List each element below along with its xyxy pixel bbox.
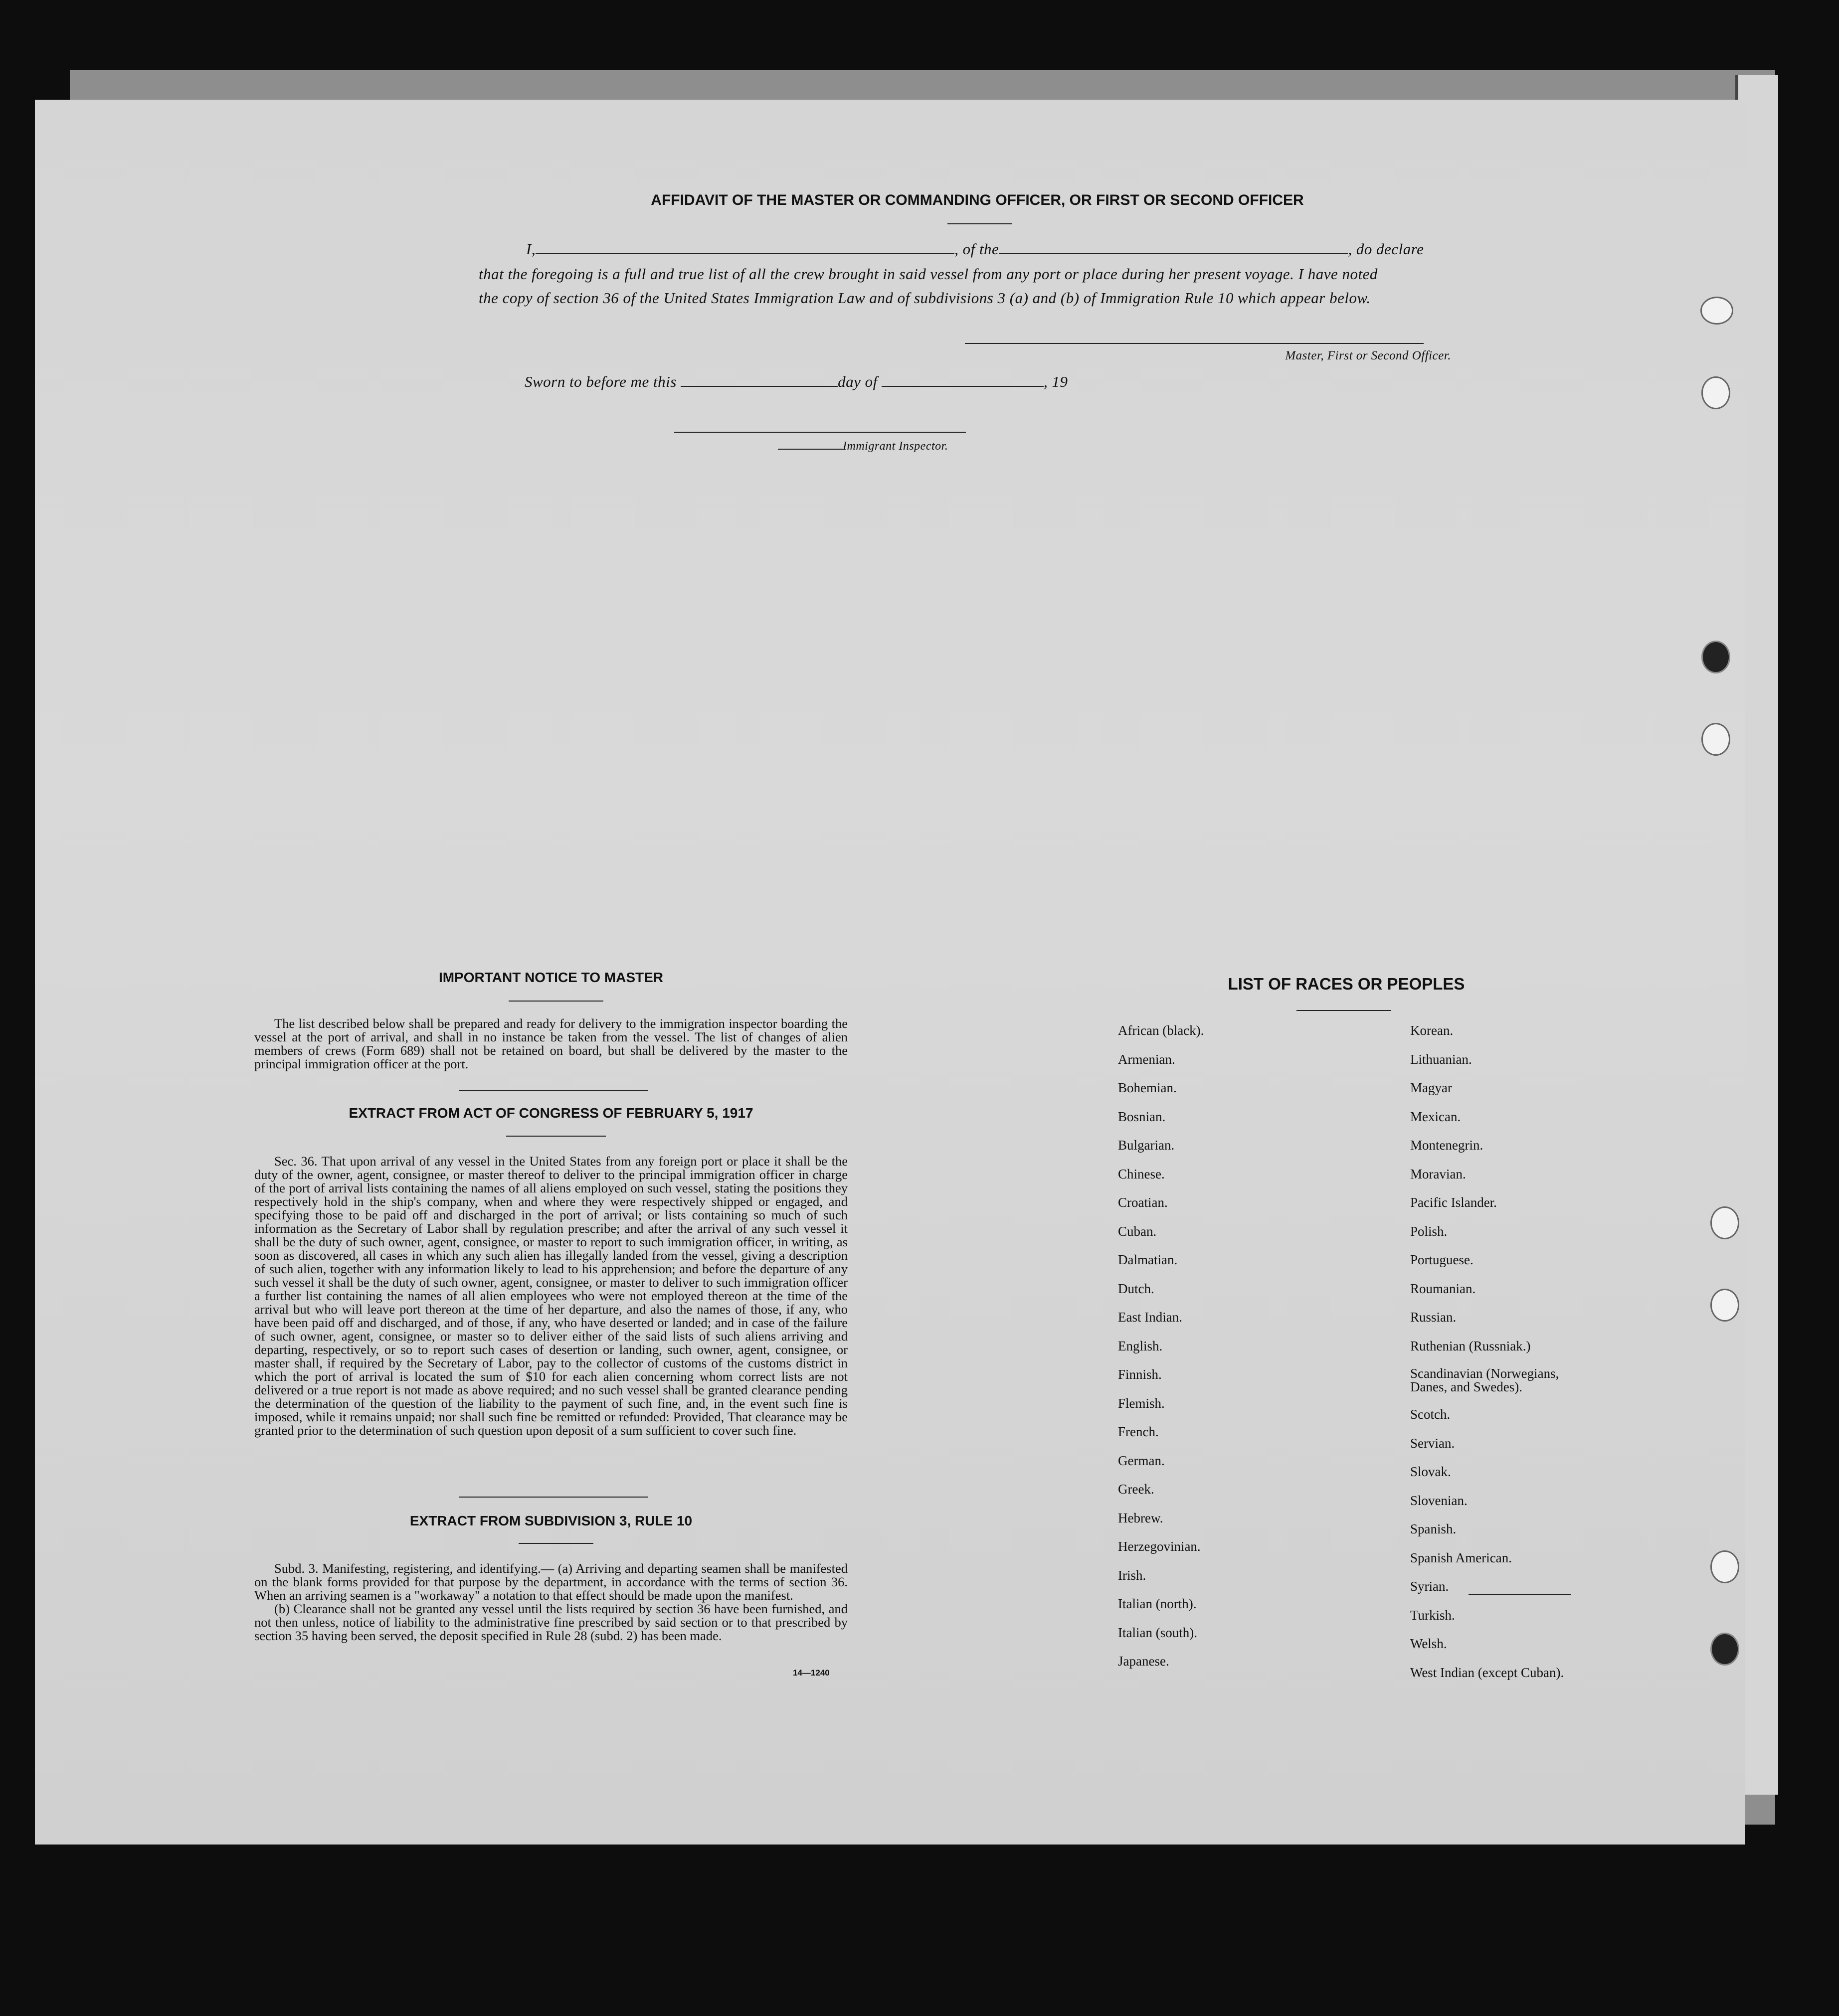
race-item: Lithuanian. [1410,1051,1472,1067]
race-item: Moravian. [1410,1166,1466,1181]
section-36-text: Sec. 36. That upon arrival of any vessel in the United States from any foreign port or place it shall be the duty of the owner, agent, consignee, or master thereof to deliver to the principal immigration officer in charge of the port of arrival lists containing the names of all aliens employed on such vessel, stating the positions they respectively hold in the ship's company, when and where they were respectively shipped or engaged, and specifying those to be paid off and discharged in the port of arrival; or lists containing so much of such information as the Secretary of Labor shall by regulation prescribe; and after the arrival of any such vessel it shall be the duty of such owner, agent, consignee, or master to report to such immigration officer, in writing, as soon as discovered, all cases in which any such alien has illegally landed from the vessel, giving a description of such alien, together with any information likely to lead to his apprehension; and before the departure of any such vessel it shall be the duty of such owner, agent, consignee, or master to deliver to such immigration officer a further list containing the names of all alien employees who were not employed thereon at the time of the arrival but who will leave port thereon at the time of her departure, and also the names of those, if any, who have been paid off and discharged, and of those, if any, who have deserted or landed; and in case of the failure of such owner, agent, consignee, or master so to deliver either of the said lists of such aliens arriving and departing, respectively, or so to report such cases of desertion or landing, such owner, agent, consignee, or master shall, if required by the Secretary of Labor, pay to the collector of customs of the customs district in which the port of arrival is located the sum of $10 for each alien concerning whom correct lists are not delivered or a true report is not made as above required; and no such vessel shall be granted clearance pending the determination of the question of the liability to the payment of such fine, and, in the event such fine is imposed, while it remains unpaid; nor shall such fine be remitted or refunded: Provided, That clearance may be granted prior to the determination of such question upon deposit of a sum sufficient to cover such fine. [254,1154,848,1438]
race-item: Finnish. [1118,1367,1162,1382]
master-signature-line[interactable] [965,343,1424,344]
race-item: Portuguese. [1410,1252,1473,1267]
race-item: Italian (south). [1118,1625,1197,1640]
rule-extract-body [254,1562,848,1643]
rule-extract-title: EXTRACT FROM SUBDIVISION 3, RULE 10 [409,1513,693,1528]
race-item: Armenian. [1118,1051,1175,1067]
punch-hole [1701,641,1730,673]
race-item: Herzegovinian. [1118,1539,1201,1554]
act-divider [459,1497,648,1498]
punch-hole [1710,1550,1739,1583]
race-item: Slovak. [1410,1464,1451,1479]
race-item: Pacific Islander. [1410,1195,1497,1210]
form-number: 14—1240 [793,1668,830,1678]
race-item: Slovenian. [1410,1493,1468,1508]
race-item: Syrian. [1410,1579,1449,1594]
sworn-month-blank[interactable] [882,374,1044,387]
race-item: Montenegrin. [1410,1138,1483,1153]
subdivision-a-text: Subd. 3. Manifesting, registering, and identifying.— (a) Arriving and departing seamen shall be manifested on the blank forms provided for that purpose by the department, in accordance with the terms of section 36. When an arriving seamen is a "workaway" a notation to that effect should be made upon the manifest. [254,1561,848,1603]
notice-paragraph: The list described below shall be prepared and ready for delivery to the immigration inspector boarding the vessel at the port of arrival, and shall in no instance be taken from the vessel. The list of changes of alien members of crews (Form 689) shall not be retained on board, but shall be delivered by the master to the principal immigration officer at the port. [254,1016,848,1071]
races-title-rule [1296,1010,1391,1011]
race-item: Ruthenian (Russniak.) [1410,1338,1531,1353]
race-item: French. [1118,1424,1159,1439]
race-item: Bosnian. [1118,1109,1166,1124]
punch-hole [1701,376,1730,409]
punch-hole [1710,1289,1739,1322]
day-of-text: day of [838,373,878,390]
race-item: Servian. [1410,1435,1455,1451]
race-item: Dalmatian. [1118,1252,1178,1267]
race-item: Hebrew. [1118,1510,1163,1525]
punch-hole [1710,1633,1739,1666]
race-item: Greek. [1118,1482,1154,1497]
affidavit-declare: , do declare [1348,240,1424,258]
inspector-caption: Immigrant Inspector. [843,440,948,453]
master-caption: Master, First or Second Officer. [1285,349,1451,362]
race-item: Chinese. [1118,1166,1165,1181]
affidavit-of-the: , of the [954,240,999,258]
inspector-caption-blank [778,441,843,450]
act-title-rule [506,1136,606,1137]
race-item: Scotch. [1410,1407,1451,1422]
race-item: Bohemian. [1118,1080,1177,1095]
race-item: Scandinavian (Norwegians, Danes, and Swedes). [1410,1366,1559,1394]
notice-body [254,1017,848,1071]
vessel-blank[interactable] [999,241,1348,254]
pen-mark [1469,1594,1571,1595]
sworn-line [525,373,1173,391]
title-underline [947,223,1012,224]
race-item: Polish. [1410,1223,1448,1239]
race-item: West Indian (except Cuban). [1410,1665,1564,1680]
race-item: Welsh. [1410,1636,1447,1651]
race-item: English. [1118,1338,1163,1353]
inspector-caption-line [778,440,967,453]
race-item: Irish. [1118,1567,1146,1583]
bleed-through-heading [279,160,304,192]
act-extract-body [254,1155,848,1437]
affidavit-line-1 [526,240,1454,258]
race-item: Mexican. [1410,1109,1461,1124]
name-blank[interactable] [536,241,954,254]
subdivision-b-text: (b) Clearance shall not be granted any vessel until the lists required by section 36 have been furnished, and not then unless, notice of liability to the administrative fine prescribed by said section or to that prescribed by section 35 having been served, the deposit specified in Rule 28 (subd. 2) has been made. [254,1601,848,1643]
affidavit-line-3: the copy of section 36 of the United States Immigration Law and of subdivisions 3 (a) and (b) of Immigration Rule 10 which appear below. [479,289,1371,307]
punch-hole [1700,297,1733,325]
race-item: Magyar [1410,1080,1452,1095]
rule-title-rule [519,1543,593,1544]
race-item: African (black). [1118,1023,1204,1038]
notice-divider [459,1090,648,1091]
act-extract-title: EXTRACT FROM ACT OF CONGRESS OF FEBRUARY 5, 1917 [349,1105,753,1121]
affidavit-title: AFFIDAVIT OF THE MASTER OR COMMANDING OFFICER, OR FIRST OR SECOND OFFICER [651,192,1304,208]
notice-title-rule [509,1001,603,1002]
race-item: Spanish. [1410,1521,1457,1536]
race-item: Japanese. [1118,1654,1169,1669]
race-item: East Indian. [1118,1310,1182,1325]
race-item: Spanish American. [1410,1550,1512,1565]
race-item: Russian. [1410,1310,1457,1325]
year-prefix: , 19 [1043,373,1068,390]
race-item: Flemish. [1118,1395,1165,1411]
race-item: Italian (north). [1118,1596,1197,1611]
punch-hole [1701,723,1730,756]
race-item: Dutch. [1118,1281,1154,1296]
affidavit-i: I, [526,240,536,258]
inspector-signature-line[interactable] [674,432,966,433]
notice-title: IMPORTANT NOTICE TO MASTER [438,970,664,985]
affidavit-line-2: that the foregoing is a full and true list of all the crew brought in said vessel from any port or place during her present voyage. I have noted [479,265,1378,283]
race-item: Turkish. [1410,1607,1455,1623]
sworn-text: Sworn to before me this [525,373,677,390]
race-item: Cuban. [1118,1223,1157,1239]
race-item: Croatian. [1118,1195,1168,1210]
races-title: LIST OF RACES OR PEOPLES [1228,975,1465,993]
race-item: German. [1118,1453,1165,1468]
sworn-day-blank[interactable] [681,374,838,387]
race-item: Korean. [1410,1023,1454,1038]
race-item: Bulgarian. [1118,1138,1175,1153]
punch-hole [1710,1206,1739,1239]
race-item: Roumanian. [1410,1281,1476,1296]
